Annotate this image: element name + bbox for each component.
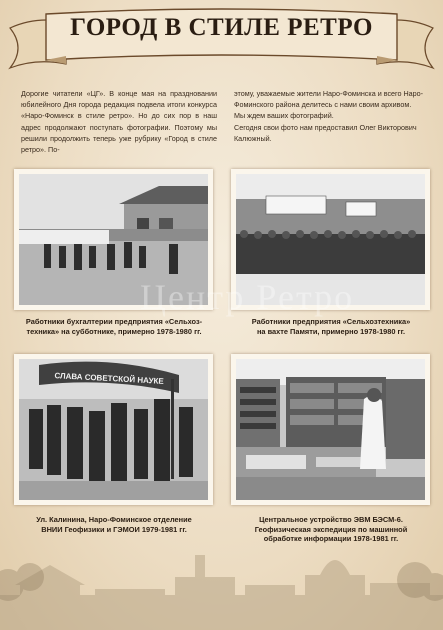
intro-column-left (21, 88, 217, 155)
caption-4-line-2: Геофизическая экспедиция по машинной (254, 524, 408, 534)
city-skyline-decoration (0, 525, 443, 630)
photo-frame-4 (231, 354, 430, 505)
intro-column-right (234, 88, 430, 144)
caption-3-line-1: Ул. Калинина, Наро-Фоминское отделение (36, 515, 192, 524)
page-title: ГОРОД В СТИЛЕ РЕТРО (70, 14, 373, 41)
caption-3-line-2: ВНИИ Геофизики и ГЭМОИ 1979-1981 гг. (41, 524, 187, 534)
intro-text-right-3: Сегодня свои фото нам предоставил Олег Викторович Калюжный. (234, 122, 417, 143)
photo-frame-3 (14, 354, 213, 505)
caption-2-line-1: Работники предприятия «Сельхозтехника» (251, 317, 411, 326)
photo-caption-1 (10, 317, 218, 336)
photo-besm6-computer (236, 359, 425, 500)
banner-text: СЛАВА СОВЕТСКОЙ НАУКЕ (54, 371, 165, 386)
intro-text-right-1: этому, уважаемые жители Наро-Фоминска и всего Наро-Фоминского района делитесь с нами своим архивом. (234, 89, 424, 110)
photo-caption-2 (226, 317, 436, 336)
intro-text-right-2: Мы ждем ваших фотографий. (234, 111, 334, 121)
caption-1-line-2: техника» на субботнике, примерно 1978-1980 гг. (26, 326, 202, 336)
caption-4-line-3: обработке информации 1978-1981 гг. (263, 534, 399, 544)
photo-geophysics-demonstration (19, 359, 208, 500)
caption-4-line-1: Центральное устройство ЭВМ БЭСМ-6. (259, 515, 403, 524)
watermark-text: Центр Ретро (140, 277, 355, 317)
intro-text-left: Дорогие читатели «ЦГ». В конце мая на праздновании юбилейного Дня города редакция подвела итоги конкурса «Наро-Фоминск в стиле ретро». Но до сих пор в наш адрес продолжают поступать фотографии. Поэтому мы решили продолжить теперь уже рубрику «Город в стиле ретро». По- (21, 89, 217, 155)
caption-2-line-2: на вахте Памяти, примерно 1978-1980 гг. (256, 326, 406, 336)
caption-1-line-1: Работники бухгалтерии предприятия «Сельхоз- (25, 317, 203, 326)
